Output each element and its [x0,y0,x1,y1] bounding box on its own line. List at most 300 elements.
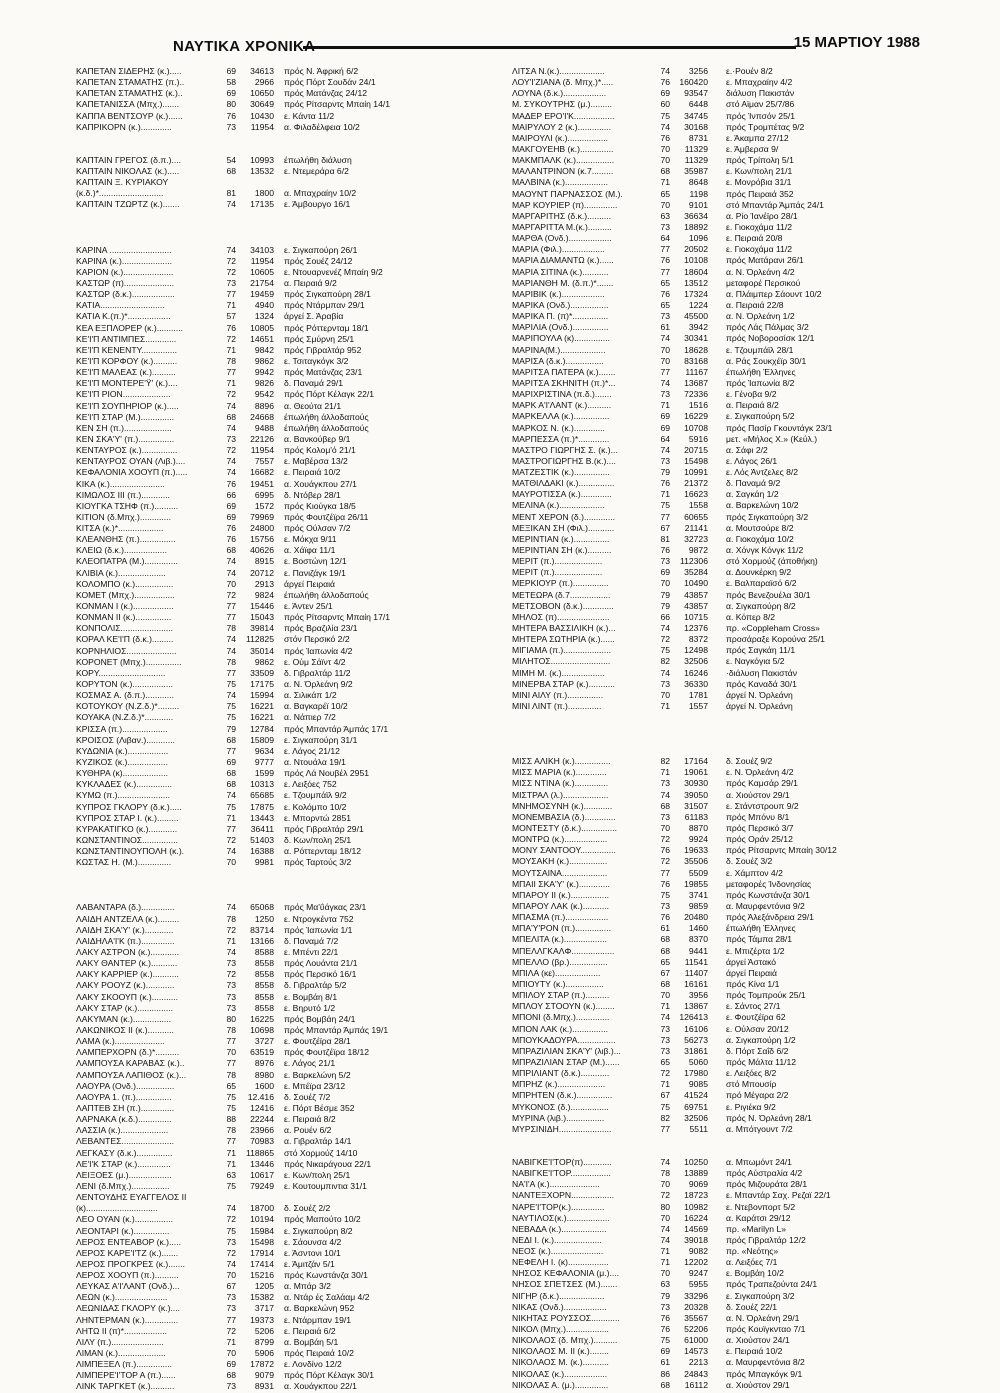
ship-row [76,657,500,668]
build-year: 74 [226,690,236,701]
build-year: 74 [660,789,670,800]
tonnage: 31507 [684,800,708,811]
tonnage: 72336 [684,389,708,400]
position-status: πρός Ρίτσαρντς Μπαίη 14/1 [284,99,391,110]
ship-row [76,1081,500,1092]
position-status: πρός Ίαπωνία 1/1 [284,924,353,935]
build-year: 68 [226,734,236,745]
position-status: πρός Περσικό 3/7 [726,823,794,833]
build-year: 65 [226,1080,236,1091]
position-status: πρός Τομπρούκ 25/1 [726,990,806,1001]
tonnage: 8558 [254,980,274,991]
build-year: 70 [660,823,670,833]
ship-row [76,1036,500,1047]
build-year: 77 [660,511,670,522]
position-status: μεταφορέ Περσικού [726,277,801,288]
tonnage: 36634 [684,210,708,221]
tonnage: 31861 [684,1045,708,1056]
ship-name: ΜΠΕΛΛΓΚΑΛΦ.................. [512,945,615,956]
position-status: α. Κόπερ 8/2 [726,611,776,622]
position-status: α. Ν. Όρλεάνη 9/2 [284,679,353,690]
build-year: 72 [226,445,236,456]
build-year: 65 [660,277,670,288]
ship-row [512,200,936,211]
ship-row [76,1125,500,1136]
position-status: δ. Σουέζ 3/2 [726,856,773,867]
ship-row [512,211,936,222]
tonnage: 17872 [250,1359,274,1370]
position-status: πρός Γιβραλτάρ 29/1 [284,823,364,834]
ship-row [512,99,936,110]
position-status: ε. Μπαντάρ Σαχ. Ρεζαϊ 22/1 [726,1190,831,1201]
tonnage: 8870 [688,823,708,833]
tonnage: 24800 [250,523,274,534]
build-year: 67 [660,522,670,533]
ship-name: ΚΑΡΙΟΝ (κ.)..................... [76,266,174,277]
build-year: 75 [660,110,670,121]
ship-name: ΝΙΚΟΛΑΣ Α. (μ.).............. [512,1379,609,1390]
position-status: ε. Φουτζέϊρα 28/1 [284,1036,351,1047]
ship-name: ΛΙΜΠΕΡΕ'Ι'ΤΟΡ Α (π.)...... [76,1370,176,1381]
ship-row [76,434,500,445]
ship-name: ΛΕΥΚΑΣ Α'Ι'ΛΑΝΤ (Ονδ.)... [76,1281,180,1292]
build-year: 78 [226,913,236,924]
position-status: δ. Γιβραλτάρ 5/2 [284,980,347,991]
ship-row [76,601,500,612]
ship-row [76,300,500,311]
position-status: πρός Κιούγκα 18/5 [284,500,356,511]
ship-row [76,969,500,980]
tonnage: 43857 [684,600,708,611]
tonnage: 12416 [250,1102,274,1113]
ship-row [76,824,500,835]
position-status: ε. Σιγκαπούρη 26/1 [284,244,358,255]
build-year: 73 [226,121,236,132]
build-year: 74 [226,846,236,857]
ship-name: ΜΠΡΗΖ (κ.).................... [512,1079,606,1090]
tonnage: 93547 [684,88,708,99]
ship-name: ΜΑΡΙΑ ΔΙΑΜΑΝΤΩ (κ.)...... [512,255,614,266]
tonnage: 30341 [684,333,708,344]
position-status: ε. Σιγκαπούρη 3/2 [726,1290,795,1301]
position-status: πρός Κίνα 1/1 [726,978,780,989]
tonnage: 8588 [254,946,274,957]
ship-row [512,1302,936,1313]
ship-row [76,334,500,345]
tonnage: 2913 [254,578,274,589]
position-status: α. Χιούστον 29/1 [726,789,790,800]
ship-row [512,1213,936,1224]
position-status: ε. Βηρυτό 1/2 [284,1002,336,1013]
ship-row [512,957,936,968]
ship-row [76,199,500,210]
ship-row [76,479,500,490]
tonnage: 17914 [250,1247,274,1258]
position-status: πρός Μπόνυ 8/1 [726,811,790,822]
tonnage: 11541 [684,956,708,967]
tonnage: 10617 [250,1169,274,1180]
tonnage: 112825 [245,634,274,645]
tonnage: 34103 [250,244,274,255]
position-status: α. Ρουέν 6/2 [284,1125,332,1136]
ship-name: ΛΕΟ ΟΥΑΝ (κ.)................ [76,1214,173,1225]
tonnage: 5906 [254,1348,274,1359]
position-status: α. Ν. Όρλεάνη 1/2 [726,311,795,322]
tonnage: 32506 [684,1112,708,1123]
ship-name: ΜΙΜΗ Μ. (κ.).................. [512,667,605,678]
ship-name: ΜΑΡΙΑ ΣΙΤΙΝΑ (κ.)........... [512,266,609,277]
tonnage: 8370 [688,934,708,945]
tonnage: 1800 [254,188,274,199]
ship-name: ΚΟΥΑΚΑ (Ν.Ζ.δ.)*............ [76,712,174,723]
ship-name: ΚΕΝ ΣΚΑ'Υ' (π.)............... [76,433,175,444]
ship-name: ΚΟΤΟΥΚΟΥ (Ν.Ζ.δ.)*......... [76,701,180,712]
ship-name: ΜΑΡΙΑ (Φιλ.).................. [512,244,605,255]
ship-name: ΜΠΑΡΟΥ ΙΙ (κ.)................ [512,889,609,900]
ship-row [512,1224,936,1235]
position-status: ε. Λειξόες 8/2 [726,1068,777,1079]
ship-name: ΜΑΡΚΟΣ Ν. (κ.)............. [512,422,605,433]
build-year: 70 [660,1212,670,1223]
ship-name: ΜΠΙΟΥΤΥ (κ.)................ [512,978,604,989]
build-year: 69 [226,88,236,99]
tonnage: 24668 [250,411,274,422]
ship-row [512,612,936,623]
ship-name: ΛΕΩΝΙΔΑΣ ΓΚΛΟΡΥ (κ.).... [76,1303,181,1314]
ship-name: ΚΟΝΜΑΝ Ι (κ.)................. [76,601,174,612]
ship-name: ΜΥΡΣΙΝΙΔΗ...................... [512,1123,612,1134]
ship-row [512,400,936,411]
ship-name: ΝΗΣΟΣ ΚΕΦΑΛΟΝΙΑ (μ.).... [512,1268,620,1279]
ship-name: ΚΟΝΠΟΛΙΣ...................... [76,623,174,634]
position-status: ε. Τζουμπάϊλ 28/1 [726,344,794,355]
ship-name: ΜΙΣΣ ΝΤΙΝΑ (κ.).............. [512,778,609,789]
build-year: 66 [660,611,670,622]
position-status: πρός Ν. Όρλεάνη 28/1 [726,1112,812,1123]
ship-name: ΛΕΝΤΟΥΔΗΣ ΕΥΑΓΓΕΛΟΣ ΙΙ [76,1192,187,1203]
tonnage: 8558 [254,991,274,1002]
tonnage: 19451 [250,478,274,489]
ship-row [512,356,936,367]
tonnage: 11954 [250,121,274,132]
tonnage: 10650 [250,88,274,99]
ship-row [76,1136,500,1147]
build-year: 72 [660,1190,670,1201]
ship-row [76,88,500,99]
ship-row [512,177,936,188]
tonnage: 30168 [684,121,708,132]
position-status: α. Ράς Σουκχέϊρ 30/1 [726,355,807,366]
ship-row [512,411,936,422]
build-year: 71 [660,1246,670,1257]
position-status: ε. Πειραιά 8/2 [284,1114,336,1125]
position-status: ε. Ούμ Σάϊντ 4/2 [284,656,346,667]
position-status: πρός Πειραιά 352 [726,188,794,199]
ship-row [76,779,500,790]
publication-title: ΝΑΥΤΙΚΑ ΧΡΟΝΙΚΑ [173,38,316,55]
ship-row [76,1303,500,1314]
build-year: 75 [226,712,236,723]
position-status: α. Καράτσι 29/12 [726,1212,791,1223]
ship-name: ΜΑΡΙΠΟΥΛΑ (κ)............... [512,333,610,344]
ship-name: ΛΑΟΥΡΑ 1. (π.)............... [76,1091,172,1102]
build-year: 74 [226,946,236,957]
ship-name: ΜΕΝΤ ΧΕΡΟΝ (δ.)............. [512,511,615,522]
ship-row [76,1326,500,1337]
position-status: α. Μπάρ 3/2 [284,1281,331,1292]
build-year: 72 [226,1325,236,1336]
ship-row [76,367,500,378]
ship-name: ΛΑΚΥ ΡΟΟΥΖ (κ.)............ [76,980,175,991]
ship-name: ΜΟΝΕΜΒΑΣΙΑ (δ.)............. [512,811,616,822]
build-year: 76 [226,523,236,534]
tonnage: 9824 [254,589,274,600]
ship-name: ΚΙΤΣΑ (κ.)*................... [76,523,164,534]
ship-list-block [76,155,500,211]
ship-name: ΛΑΚΥ ΣΤΑΡ (κ.)............... [76,1002,174,1013]
ship-row [512,1357,936,1368]
build-year: 71 [660,177,670,188]
ship-row [76,925,500,936]
build-year: 58 [226,77,236,88]
ship-row [512,601,936,612]
tonnage: 13446 [250,1158,274,1169]
position-status: πρός Περσικό 16/1 [284,969,357,980]
build-year: 70 [226,578,236,589]
tonnage: 5511 [689,1123,708,1134]
position-status: δ. Ντόβερ 28/1 [284,489,341,500]
ship-row [76,1370,500,1381]
ship-row [512,901,936,912]
tonnage: 17135 [250,199,274,210]
position-status: ε. Μαβέρσα 13/2 [284,456,348,467]
ship-name: ΚΑΠΤΑΙΝ Ξ. ΚΥΡΙΑΚΟΥ [76,177,169,188]
ship-list-block [512,66,936,712]
ship-row [512,77,936,88]
build-year: 76 [660,845,670,856]
tonnage: 1558 [688,500,708,511]
tonnage: 1460 [688,923,708,934]
ship-row [512,567,936,578]
position-status: πρός Σμύρνη 25/1 [284,333,355,344]
ship-name: ΚΕΑ ΕΞΠΛΟΡΕΡ (κ.)........... [76,322,183,333]
position-status: πρός Ούλσαν 7/2 [284,523,351,534]
build-year: 63 [660,210,670,221]
position-status: πρός Φουτζέϊρα 18/12 [284,1047,370,1058]
ship-row [512,1190,936,1201]
ship-name: ΛΕΡΟΣ ΠΡΟΓΚΡΕΣ (κ.)....... [76,1258,185,1269]
tonnage: 19061 [684,767,708,778]
build-year: 67 [660,1090,670,1101]
tonnage: 16106 [684,1023,708,1034]
tonnage: 12376 [684,623,708,634]
ship-row [512,1324,936,1335]
ship-row [512,389,936,400]
ship-name: ΚΥΖΙΚΟΣ (κ.)................. [76,757,168,768]
ship-name: ΛΕΩΝ (κ.)...................... [76,1292,168,1303]
ship-row [76,1359,500,1370]
tonnage: 22244 [250,1114,274,1125]
tonnage: 35567 [684,1312,708,1323]
position-status: πρός Σιγκαπούρη 3/2 [726,511,809,522]
position-status: α. Σιγκαπούρη 1/2 [726,1034,796,1045]
tonnage: 18700 [250,1203,274,1214]
position-status: στό Αϊμαν 25/7/86 [726,99,795,110]
tonnage: 20712 [250,567,274,578]
position-status: α. Λειξόες 7/1 [726,1257,778,1268]
tonnage: 18628 [684,344,708,355]
build-year: 73 [660,1034,670,1045]
position-status: πρός Λάς Πάλμας 3/2 [726,322,809,333]
tonnage: 5060 [688,1056,708,1067]
tonnage: 5916 [688,433,708,444]
ship-row [512,1179,936,1190]
build-year: 75 [226,1225,236,1236]
position-status: α. Πλάιμπερ Σάουντ 10/2 [726,288,822,299]
build-year: 76 [226,110,236,121]
build-year: 78 [226,1024,236,1035]
build-year: 81 [226,188,236,199]
ship-row [76,790,500,801]
tonnage: 8915 [254,556,274,567]
build-year: 76 [660,132,670,143]
tonnage: 19855 [684,878,708,889]
ship-row [512,946,936,957]
ship-name: ΛΑΚΥ ΘΑΝΤΕΡ (κ.)........... [76,958,178,969]
build-year: 78 [226,355,236,366]
build-year: 74 [226,1258,236,1269]
build-year: 86 [660,1368,670,1379]
tonnage: 19373 [250,1314,274,1325]
build-year: 75 [226,801,236,812]
position-status: ε. Τζουμπάϊλ 9/2 [284,790,347,801]
position-status: πρός Σουέζ 24/12 [284,255,353,266]
position-status: έπωλήθη άλλοδαπούς [284,589,369,600]
ship-name: ΜΑΡΙΣΑ (δ.κ.)................ [512,355,604,366]
position-status: α. Ρόττερνταμ 18/12 [284,846,362,857]
build-year: 73 [660,778,670,789]
build-year: 71 [226,935,236,946]
build-year: 69 [226,511,236,522]
ship-name: ΜΗΤΕΡΑ ΒΑΣΣΙΛΙΚΗ (κ.)... [512,623,616,634]
ship-name: ΚΟΡΟΝΕΤ (Μπχ.)............... [76,656,182,667]
build-year: 72 [226,835,236,845]
ship-row [512,434,936,445]
ship-row [512,322,936,333]
build-year: 61 [660,1357,670,1368]
ship-name: ΚΟΜΕΤ (Μπχ.)................. [76,589,175,600]
ship-name: ΛΗΤΩ ΙΙ (π)*.................. [76,1325,167,1336]
build-year: 70 [226,1348,236,1359]
build-year: 71 [660,489,670,500]
tonnage: 16682 [250,467,274,478]
build-year: 74 [226,902,236,913]
ship-name: ΛΙΝΚ ΤΑΡΓΚΕΤ (κ.).......... [76,1381,175,1392]
ship-name: Μ. ΣΥΚΟΥΤΡΗΣ (μ.)......... [512,99,613,110]
ship-name: ΛΑΚΥ ΑΣΤΡΟΝ (κ.)............ [76,946,180,957]
tonnage: 15382 [250,1292,274,1303]
build-year: 73 [226,433,236,444]
position-status: α. Βαρκελώνη 952 [284,1303,355,1314]
tonnage: 83168 [684,355,708,366]
ship-row [76,712,500,723]
tonnage: 9859 [688,900,708,911]
ship-name: ΚΛΕΟΠΑΤΡΑ (Μ.).............. [76,556,178,567]
ship-row [76,1270,500,1281]
ship-row [512,445,936,456]
ship-row [76,490,500,501]
tonnage: 1250 [254,913,274,924]
ship-name: ΜΑΡΠΕΣΣΑ (π.)*............. [512,433,610,444]
build-year: 71 [660,400,670,411]
tonnage: 16161 [684,978,708,989]
tonnage: 17875 [250,801,274,812]
ship-name: ΜΗΛΟΣ (π)...................... [512,611,610,622]
tonnage: 17324 [684,288,708,299]
ship-row [76,813,500,824]
build-year: 69 [660,567,670,578]
ship-row [512,679,936,690]
build-year: 77 [660,266,670,277]
position-status: πρός Βομβάη 24/1 [284,1013,356,1024]
ship-name: ΜΟΝΥ ΣΑΝΤΟΟΥ............... [512,845,616,856]
ship-row [512,1235,936,1246]
tonnage: 65685 [250,790,274,801]
ship-row [76,501,500,512]
tonnage: 9079 [254,1370,274,1381]
ship-row [512,88,936,99]
ship-row [512,1057,936,1068]
tonnage: 11167 [685,366,708,377]
ship-name: ΚΕΦΑΛΟΝΙΑ ΧΟΟΥΠ (π.)..... [76,467,188,478]
build-year: 70 [660,1268,670,1279]
build-year: 77 [226,745,236,756]
tonnage: 18723 [684,1190,708,1201]
position-status: δ. Παναμά 29/1 [284,378,344,389]
ship-row [512,467,936,478]
position-status: ε. Σιγκαπούρη 31/1 [284,734,358,745]
ship-row [76,802,500,813]
tonnage: 20480 [684,912,708,923]
ship-name: ΚΙΤΙΟΝ (δ.Μπχ.)............. [76,511,171,522]
position-status: ε. Τσιταγκόγκ 3/2 [284,355,349,366]
tonnage: 13687 [684,377,708,388]
position-status: α. Βαγκαρέϊ 10/2 [284,701,348,712]
build-year: 79 [660,600,670,611]
position-status: ε. Πόρτ Βέσμε 352 [284,1102,355,1113]
tonnage: 15809 [250,734,274,745]
position-status: α. Βαρκελώνη 10/2 [726,500,799,511]
build-year: 73 [226,277,236,288]
ship-row [512,590,936,601]
ship-row [76,245,500,256]
ship-name: ΛΕΟΝΤΑΡΙ (κ.)............... [76,1225,170,1236]
tonnage: 13443 [250,812,274,823]
position-status: πρός Μάλτα 11/12 [726,1056,797,1067]
build-year: 69 [660,1346,670,1357]
ship-row [512,289,936,300]
ship-row [512,990,936,1001]
build-year: 72 [226,389,236,400]
ship-name: ΝΕΔΙ Ι. (κ.).................... [512,1234,602,1245]
ship-name: ΜΙΣΣ ΑΛΙΚΗ (κ.)............... [512,756,611,767]
ship-name: ΜΟΝΤΕΣΤΥ (δ.κ.)............... [512,823,617,833]
ship-row [76,992,500,1003]
tonnage: 10715 [684,611,708,622]
ship-name: ΛΕΡΟΣ ΚΑΡΕ'Ι'ΤΖ (κ.)....... [76,1247,179,1258]
tonnage: 13512 [684,277,708,288]
build-year: 72 [226,266,236,277]
